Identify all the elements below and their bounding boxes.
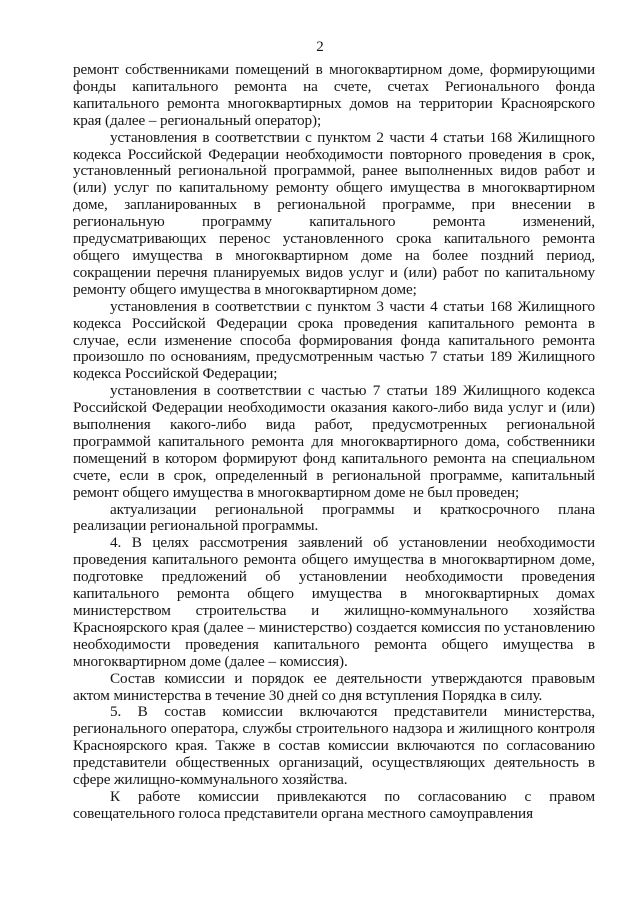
paragraph-continuation: ремонт собственниками помещений в многоквартирном доме, формирующими фонды капитального ремонта на счете, счетах Регионального фонда капитального ремонта многоквартирных домов на территории Красноярского края (далее – региональный оператор); <box>73 61 595 129</box>
paragraph-item-repair-term: установления в соответствии с пунктом 3 части 4 статьи 168 Жилищного кодекса Российской Федерации срока проведения капитального ремонта в случае, если изменение способа формирования фонда капитального ремонта произошло по основаниям, предусмотренным частью 7 статьи 189 Жилищного кодекса Российской Федерации; <box>73 297 595 383</box>
paragraph-item-actualization: актуализации региональной программы и краткосрочного плана реализации региональной программы. <box>73 500 595 535</box>
page-number: 2 <box>316 39 324 55</box>
paragraph-section-4: 4. В целях рассмотрения заявлений об установлении необходимости проведения капитального ремонта общего имущества в многоквартирном доме, подготовке предложений об установлении необходимости проведения капитального ремонта общего имущества в многоквартирных домах министерством строительства и жилищно-коммунального хозяйства Красноярского края (далее – министерство) создается комиссия по установлению необходимости проведения капитального ремонта общего имущества в многоквартирном доме (далее – комиссия). <box>73 534 595 670</box>
paragraph-commission-composition: Состав комиссии и порядок ее деятельности утверждаются правовым актом министерства в течение 30 дней со дня вступления Порядка в силу. <box>73 669 595 704</box>
paragraph-section-5: 5. В состав комиссии включаются представители министерства, регионального оператора, службы строительного надзора и жилищного контроля Красноярского края. Также в состав комиссии включаются по согласованию представители общественных организаций, осуществляющих деятельность в сфере жилищно-коммунального хозяйства. <box>73 703 595 789</box>
paragraph-advisory-vote: К работе комиссии привлекаются по согласованию с правом совещательного голоса представители органа местного самоуправления <box>73 787 595 822</box>
paragraph-item-repeat-repair: установления в соответствии с пунктом 2 части 4 статьи 168 Жилищного кодекса Российской Федерации необходимости повторного проведения в срок, установленный региональной программой, ранее выполненных видов работ и (или) услуг по капитальному ремонту общего имущества в многоквартирном доме, запланированных в региональной программе, при внесении в региональную программу капитального ремонта изменений, предусматривающих перенос установленного срока капитального ремонта общего имущества в многоквартирном доме на более поздний период, сокращении перечня планируемых видов услуг и (или) работ по капитальному ремонту общего имущества в многоквартирном доме; <box>73 128 595 298</box>
document-body <box>73 62 595 823</box>
paragraph-item-special-account: установления в соответствии с частью 7 статьи 189 Жилищного кодекса Российской Федерации необходимости оказания какого-либо вида услуг и (или) выполнения какого-либо вида работ, предусмотренных региональной программой капитального ремонта для многоквартирного дома, собственники помещений в котором формируют фонд капитального ремонта на специальном счете, если в срок, определенный в региональной программе, капитальный ремонт общего имущества в многоквартирном доме не был проведен; <box>73 382 595 501</box>
